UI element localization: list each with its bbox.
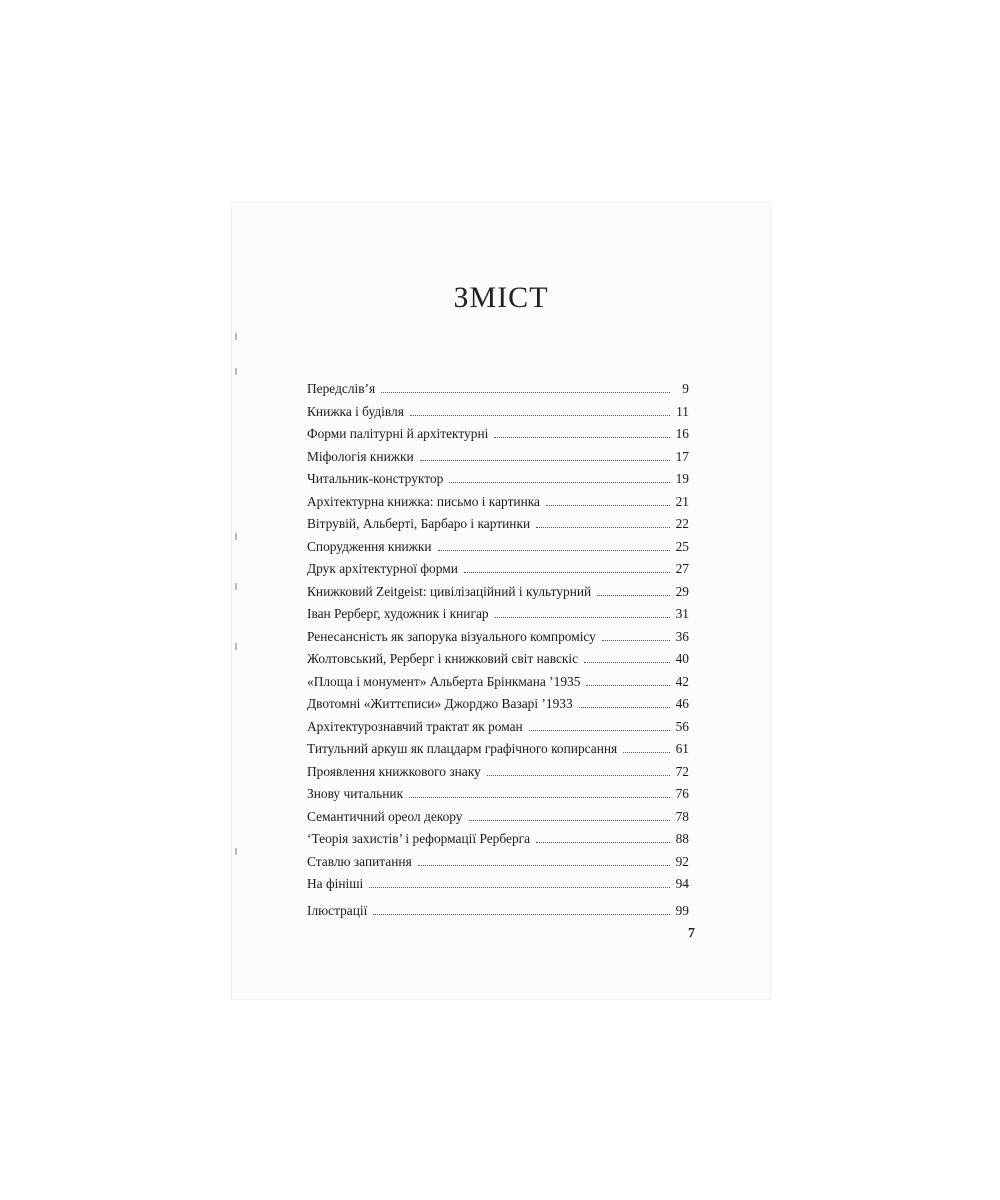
toc-leader-dots — [536, 527, 670, 528]
toc-entry — [307, 693, 689, 716]
toc-leader-dots — [579, 707, 670, 708]
toc-leader-dots — [373, 914, 670, 915]
toc-entry — [307, 716, 689, 739]
toc-leader-dots — [409, 797, 670, 798]
page-title: ЗМІСТ — [453, 281, 549, 314]
toc-entry-page: 22 — [675, 516, 689, 531]
toc-entry — [307, 648, 689, 671]
margin-mark — [235, 848, 237, 855]
toc-entry-page: 17 — [675, 448, 689, 464]
toc-entry — [307, 851, 689, 874]
toc-entry-page: 46 — [675, 696, 689, 711]
toc-leader-dots — [529, 730, 670, 731]
toc-entry-title: Читальник-конструктор — [307, 471, 444, 486]
toc-entry-page: 56 — [675, 718, 689, 734]
toc-leader-dots — [487, 775, 670, 776]
toc-entry — [307, 423, 689, 446]
toc-entry-title: Книжковий Zeitgeist: цивілізаційний і культурний — [307, 583, 592, 599]
toc-leader-dots — [369, 887, 670, 888]
toc-leader-dots — [584, 662, 670, 663]
toc-leader-dots — [495, 617, 670, 618]
toc-entry-title: Спорудження книжки — [307, 538, 432, 554]
margin-mark — [235, 533, 237, 540]
toc-entry-page: 19 — [675, 471, 689, 486]
toc-leader-dots — [597, 595, 670, 596]
toc-entry-title: Вітрувій, Альберті, Барбаро і картинки — [307, 516, 531, 531]
toc-leader-dots — [418, 865, 670, 866]
toc-entry-title: Двотомні «Життєписи» Джорджо Вазарі ’1933 — [307, 696, 573, 711]
toc-leader-dots — [381, 392, 670, 393]
toc-entry-page: 27 — [675, 561, 689, 576]
toc-entry — [307, 468, 689, 491]
margin-mark — [235, 368, 237, 375]
toc-leader-dots — [469, 820, 670, 821]
book-page — [232, 203, 770, 999]
toc-entry-page: 78 — [675, 808, 689, 824]
toc-leader-dots — [602, 640, 670, 641]
toc-entry-page: 25 — [675, 538, 689, 554]
toc-leader-dots — [410, 415, 670, 416]
toc-entry-page: 29 — [675, 583, 689, 599]
toc-leader-dots — [464, 572, 670, 573]
toc-entry — [307, 401, 689, 424]
toc-entry-page: 31 — [675, 606, 689, 621]
page-number: 7 — [688, 926, 695, 941]
toc-entry-title: Міфологія книжки — [307, 448, 414, 464]
toc-entry — [307, 671, 689, 694]
toc-entry — [307, 626, 689, 649]
toc-entry-page: 9 — [682, 381, 689, 396]
toc-entry-page: 61 — [675, 741, 689, 756]
toc-entry-title: Друк архітектурної форми — [307, 561, 458, 576]
toc-entry-page: 21 — [675, 493, 689, 509]
toc-entry-page: 94 — [675, 876, 689, 891]
toc-entry-title: Архітектурознавчий трактат як роман — [307, 718, 523, 734]
toc-entry — [307, 828, 689, 851]
toc-leader-dots — [420, 460, 670, 461]
toc-entry-page: 88 — [675, 831, 689, 846]
toc-entry — [307, 806, 689, 829]
toc-entry-title: Знову читальник — [307, 786, 404, 801]
margin-mark — [235, 333, 237, 340]
toc-entry-title: Книжка і будівля — [307, 403, 404, 419]
toc-entry — [307, 900, 689, 923]
toc-leader-dots — [449, 482, 670, 483]
toc-entry-title: Архітектурна книжка: письмо і картинка — [307, 493, 540, 509]
toc-leader-dots — [494, 437, 670, 438]
toc-entry-title: Семантичний ореол декору — [307, 808, 463, 824]
toc-entry-page: 76 — [675, 786, 689, 801]
table-of-contents — [307, 378, 689, 922]
toc-leader-dots — [536, 842, 670, 843]
toc-entry — [307, 581, 689, 604]
toc-entry-page: 99 — [675, 902, 689, 918]
toc-entry-page: 11 — [676, 403, 689, 419]
toc-entry-title: Ілюстрації — [307, 902, 368, 918]
toc-entry-title: Проявлення книжкового знаку — [307, 763, 481, 779]
toc-entry-page: 40 — [675, 651, 689, 666]
toc-entry — [307, 558, 689, 581]
toc-entry-page: 72 — [675, 763, 689, 779]
toc-entry-title: На фініші — [307, 876, 364, 891]
toc-leader-dots — [623, 752, 670, 753]
toc-entry-title: Ставлю запитання — [307, 853, 412, 869]
toc-entry — [307, 536, 689, 559]
toc-entry-title: Іван Рерберг, художник і книгар — [307, 606, 489, 621]
toc-entry-title: «Площа і монумент» Альберта Брінкмана ’1935 — [307, 673, 581, 689]
toc-entry — [307, 873, 689, 896]
toc-leader-dots — [586, 685, 670, 686]
toc-entry-title: ‘Теорія захистів’ і реформації Рерберга — [307, 831, 531, 846]
toc-entry-title: Ренесансність як запорука візуального компромісу — [307, 628, 596, 644]
margin-mark — [235, 643, 237, 650]
toc-entry-title: Передслів’я — [307, 381, 376, 396]
toc-entry-page: 16 — [675, 426, 689, 441]
toc-entry — [307, 738, 689, 761]
toc-entry — [307, 378, 689, 401]
margin-mark — [235, 583, 237, 590]
toc-entry — [307, 603, 689, 626]
toc-entry — [307, 491, 689, 514]
toc-entry-page: 36 — [675, 628, 689, 644]
toc-entry — [307, 783, 689, 806]
toc-entry-title: Титульний аркуш як плацдарм графічного копирсання — [307, 741, 618, 756]
toc-entry — [307, 513, 689, 536]
toc-leader-dots — [546, 505, 670, 506]
toc-leader-dots — [438, 550, 670, 551]
toc-entry-page: 92 — [675, 853, 689, 869]
toc-entry-title: Жолтовський, Рерберг і книжковий світ навскіс — [307, 651, 579, 666]
toc-entry-page: 42 — [675, 673, 689, 689]
toc-entry — [307, 761, 689, 784]
toc-entry — [307, 446, 689, 469]
toc-entry-title: Форми палітурні й архітектурні — [307, 426, 489, 441]
